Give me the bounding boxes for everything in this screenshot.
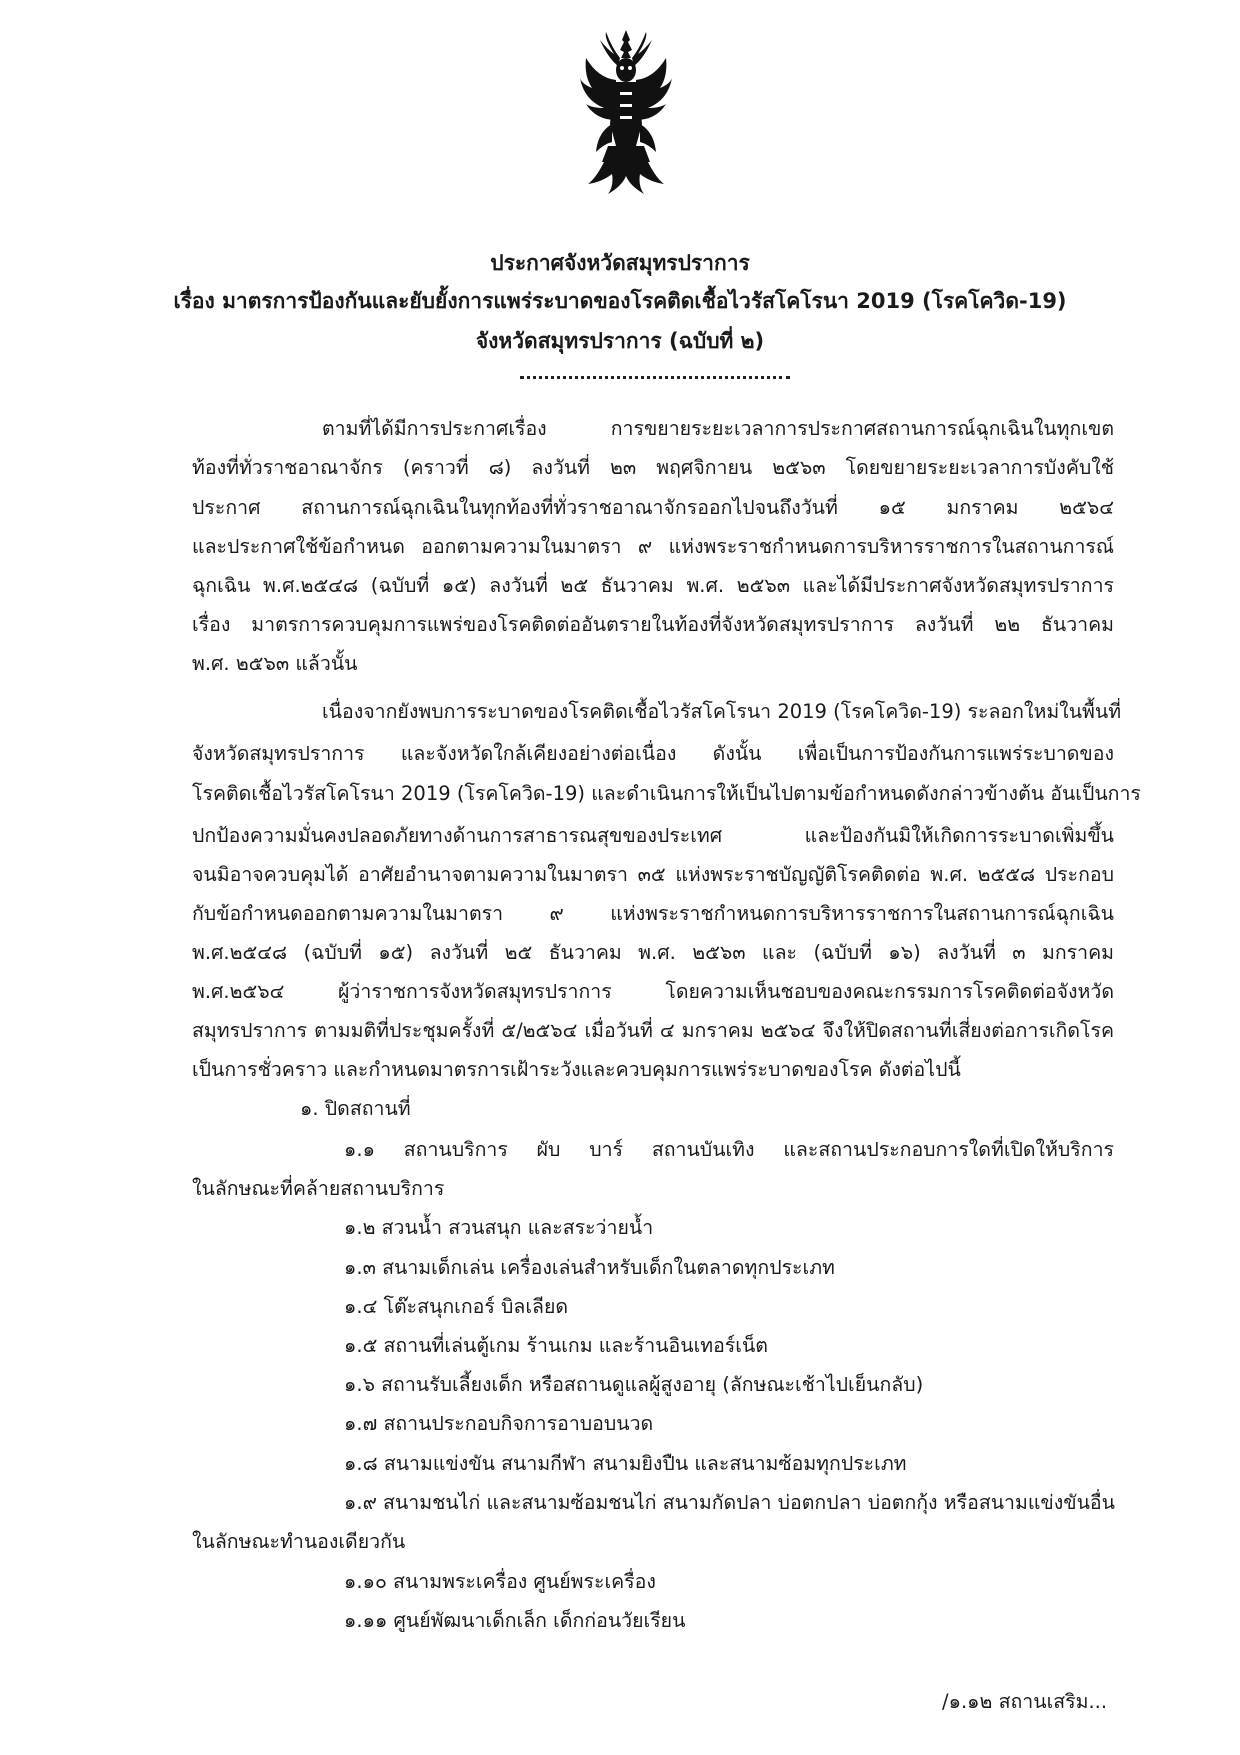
para2-line: พ.ศ.๒๕๖๔ ผู้ว่าราชการจังหวัดสมุทรปราการ โดยความเห็นชอบของคณะกรรมการโรคติดต่อจังหวัด xyxy=(192,980,1114,1003)
para1-line: และประกาศใช้ข้อกำหนด ออกตามความในมาตรา ๙ แห่งพระราชกำหนดการบริหารราชการในสถานการณ์ xyxy=(192,535,1114,558)
list-item: ในลักษณะที่คล้ายสถานบริการ xyxy=(192,1177,445,1200)
garuda-emblem-icon xyxy=(578,28,674,196)
para2-line: จังหวัดสมุทรปราการ และจังหวัดใกล้เคียงอย่างต่อเนื่อง ดังนั้น เพื่อเป็นการป้องกันการแพร่ระบาดของ xyxy=(192,742,1114,765)
list-item: ๑.๕ สถานที่เล่นตู้เกม ร้านเกม และร้านอินเทอร์เน็ต xyxy=(344,1334,768,1357)
header-line-1: ประกาศจังหวัดสมุทรปราการ xyxy=(490,251,750,275)
list-item: ๑.๓ สนามเด็กเล่น เครื่องเล่นสำหรับเด็กในตลาดทุกประเภท xyxy=(344,1256,835,1279)
list-item: ในลักษณะทำนองเดียวกัน xyxy=(192,1530,406,1553)
list-item: ๑.๙ สนามชนไก่ และสนามซ้อมชนไก่ สนามกัดปลา บ่อตกปลา บ่อตกกุ้ง หรือสนามแข่งขันอื่น xyxy=(344,1491,1115,1514)
section-1-title: ๑. ปิดสถานที่ xyxy=(300,1097,411,1120)
para1-line: ตามที่ได้มีการประกาศเรื่อง การขยายระยะเวลาการประกาศสถานการณ์ฉุกเฉินในทุกเขต xyxy=(322,417,1114,440)
list-item: ๑.๑ สถานบริการ ผับ บาร์ สถานบันเทิง และสถานประกอบการใดที่เปิดให้บริการ xyxy=(344,1138,1114,1161)
para2-line: จนมิอาจควบคุมได้ อาศัยอำนาจตามความในมาตรา ๓๕ แห่งพระราชบัญญัติโรคติดต่อ พ.ศ. ๒๕๕๘ ประกอบ xyxy=(192,863,1114,886)
list-item: ๑.๔ โต๊ะสนุกเกอร์ บิลเลียด xyxy=(344,1295,569,1318)
para2-line: กับข้อกำหนดออกตามความในมาตรา ๙ แห่งพระราชกำหนดการบริหารราชการในสถานการณ์ฉุกเฉิน xyxy=(192,902,1114,925)
list-item: ๑.๗ สถานประกอบกิจการอาบอบนวด xyxy=(344,1412,654,1435)
list-item: ๑.๘ สนามแข่งขัน สนามกีฬา สนามยิงปืน และสนามซ้อมทุกประเภท xyxy=(344,1452,907,1475)
para2-line: เนื่องจากยังพบการระบาดของโรคติดเชื้อไวรัสโคโรนา 2019 (โรคโควิด-19) ระลอกใหม่ในพื้นที่ xyxy=(322,700,1122,723)
list-item: ๑.๒ สวนน้ำ สวนสนุก และสระว่ายน้ำ xyxy=(344,1216,654,1239)
list-item: ๑.๖ สถานรับเลี้ยงเด็ก หรือสถานดูแลผู้สูงอายุ (ลักษณะเช้าไปเย็นกลับ) xyxy=(344,1373,924,1396)
header-dotted-divider xyxy=(520,376,790,379)
para2-line: พ.ศ.๒๕๔๘ (ฉบับที่ ๑๕) ลงวันที่ ๒๕ ธันวาคม พ.ศ. ๒๕๖๓ และ (ฉบับที่ ๑๖) ลงวันที่ ๓ มกราคม xyxy=(192,941,1114,964)
para2-line: สมุทรปราการ ตามมติที่ประชุมครั้งที่ ๕/๒๕๖๔ เมื่อวันที่ ๔ มกราคม ๒๕๖๔ จึงให้ปิดสถานที่เสี่ยงต่อการเกิดโรค xyxy=(192,1019,1114,1042)
header-line-3: จังหวัดสมุทรปราการ (ฉบับที่ ๒) xyxy=(475,329,765,353)
header-line-2: เรื่อง มาตรการป้องกันและยับยั้งการแพร่ระบาดของโรคติดเชื้อไวรัสโคโรนา 2019 (โรคโควิด-19) xyxy=(173,289,1067,313)
page-continuation: /๑.๑๒ สถานเสริม... xyxy=(942,1690,1108,1713)
para2-line: โรคติดเชื้อไวรัสโคโรนา 2019 (โรคโควิด-19) และดำเนินการให้เป็นไปตามข้อกำหนดดังกล่าวข้างต้น อันเป็นการ xyxy=(192,782,1141,805)
para2-line: ปกป้องความมั่นคงปลอดภัยทางด้านการสาธารณสุขของประเทศ และป้องกันมิให้เกิดการระบาดเพิ่มขึ้น xyxy=(192,824,1114,847)
para1-line: พ.ศ. ๒๕๖๓ แล้วนั้น xyxy=(192,652,358,675)
list-item: ๑.๑๐ สนามพระเครื่อง ศูนย์พระเครื่อง xyxy=(344,1570,656,1593)
para1-line: ฉุกเฉิน พ.ศ.๒๕๔๘ (ฉบับที่ ๑๕) ลงวันที่ ๒๕ ธันวาคม พ.ศ. ๒๕๖๓ และได้มีประกาศจังหวัดสมุทรปราการ xyxy=(192,574,1114,597)
para1-line: ประกาศ สถานการณ์ฉุกเฉินในทุกท้องที่ทั่วราชอาณาจักรออกไปจนถึงวันที่ ๑๕ มกราคม ๒๕๖๔ xyxy=(192,496,1114,519)
para2-line: เป็นการชั่วคราว และกำหนดมาตรการเฝ้าระวังและควบคุมการแพร่ระบาดของโรค ดังต่อไปนี้ xyxy=(192,1058,961,1081)
para1-line: ท้องที่ทั่วราชอาณาจักร (คราวที่ ๘) ลงวันที่ ๒๓ พฤศจิกายน ๒๕๖๓ โดยขยายระยะเวลาการบังคับใช้ xyxy=(192,456,1114,479)
para1-line: เรื่อง มาตรการควบคุมการแพร่ของโรคติดต่ออันตรายในท้องที่จังหวัดสมุทรปราการ ลงวันที่ ๒๒ ธันวาคม xyxy=(192,613,1114,636)
list-item: ๑.๑๑ ศูนย์พัฒนาเด็กเล็ก เด็กก่อนวัยเรียน xyxy=(344,1609,686,1632)
